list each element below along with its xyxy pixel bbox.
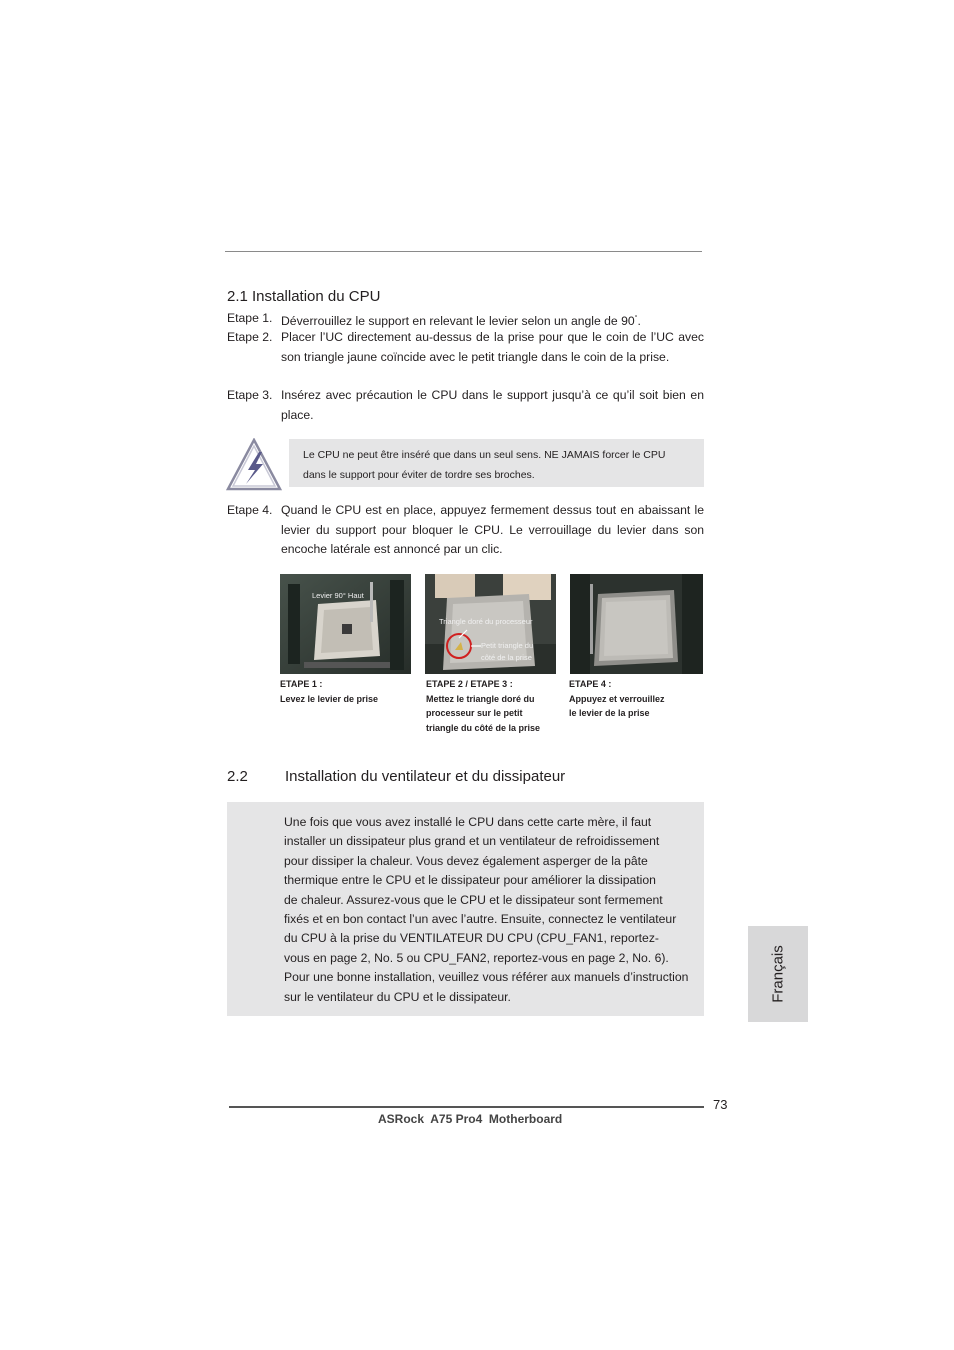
caption-title: ETAPE 4 :: [569, 679, 612, 689]
section-number-fan: 2.2: [227, 768, 248, 785]
caption-line: Mettez le triangle doré du: [426, 693, 535, 704]
photo-step-4: [570, 574, 703, 674]
photo-step-1: [280, 574, 411, 674]
step-text: Quand le CPU est en place, appuyez fermement dessus tout en abaissant le levier du support pour bloquer le CPU. Le verrouillage du levier dans son encoche latérale est annoncé par un clic.: [281, 503, 704, 556]
language-tab: [748, 926, 808, 1022]
photo-label-gold-triangle: Triangle doré du processeur: [439, 617, 533, 626]
footer-divider: [229, 1106, 704, 1108]
top-divider: [225, 251, 702, 252]
photo-label-socket-triangle: Petit triangle du: [481, 641, 534, 650]
fan-info-box: [227, 802, 704, 1016]
warning-line-2: dans le support pour éviter de tordre ses broches.: [303, 468, 535, 481]
photo-label-socket-side: côté de la prise: [481, 653, 532, 662]
photo-label-lever: Levier 90° Haut: [312, 591, 364, 600]
caption-title: ETAPE 1 :: [280, 679, 323, 689]
step-label: Etape 1.: [227, 311, 273, 325]
step-text: Placer l’UC directement au-dessus de la prise pour que le coin de l’UC avec son triangle jaune coïncide avec le petit triangle dans le coin de la prise.: [281, 330, 704, 364]
photo-caption-3: [569, 677, 704, 721]
caption-line: Appuyez et verrouillez: [569, 693, 665, 704]
caption-line: processeur sur le petit: [426, 708, 523, 718]
step-4: [227, 501, 704, 560]
warning-lightning-icon: [226, 438, 282, 492]
section-heading-fan: Installation du ventilateur et du dissipateur: [285, 768, 566, 785]
warning-note: [289, 439, 704, 487]
warning-line-1: Le CPU ne peut être inséré que dans un seul sens. NE JAMAIS forcer le CPU: [303, 449, 666, 461]
photo-caption-2: [426, 677, 561, 735]
footer-product: ASRock A75 Pro4 Motherboard: [378, 1112, 563, 1126]
language-tab-label: Français: [769, 945, 787, 1003]
step-text: Insérez avec précaution le CPU dans le support jusqu’à ce qu’il soit bien en place.: [281, 388, 704, 422]
fan-info-text: Une fois que vous avez installé le CPU dans cette carte mère, il faut installer un dissipateur plus grand et un ventilateur de refroidissement pour dissiper la chaleur. Vous devez également asperger de la pâte thermique entre le CPU et le dissipateur pour améliorer la dissipation de chaleur. Assurez-vous que le CPU et le dissipateur sont fermement fixés et en bon contact l’un avec l’autre. Ensuite, connectez le ventilateur du CPU à la prise du VENTILATEUR DU CPU (CPU_FAN1, reportez- vous en page 2, No. 5 ou CPU_FAN2, reportez-vous en page 2, No. 6). Pour une bonne installation, veuillez vous référer aux manuels d’instruction sur le ventilateur du CPU et le dissipateur.: [284, 815, 689, 1004]
photo-step-2-3: [425, 574, 556, 674]
page-number: 73: [713, 1097, 728, 1112]
section-heading-cpu: 2.1 Installation du CPU: [227, 288, 381, 305]
step-label: Etape 3.: [227, 388, 273, 402]
step-2: [227, 328, 704, 367]
step-3: [227, 386, 704, 425]
caption-line: triangle du côté de la prise: [426, 722, 541, 733]
caption-line: Levez le levier de prise: [280, 693, 379, 704]
step-label: Etape 4.: [227, 503, 273, 517]
caption-line: le levier de la prise: [569, 708, 650, 718]
photo-caption-1: [280, 677, 415, 706]
step-text: Déverrouillez le support en relevant le levier selon un angle de 90°.: [281, 314, 641, 329]
caption-title: ETAPE 2 / ETAPE 3 :: [426, 679, 513, 689]
step-label: Etape 2.: [227, 330, 273, 344]
